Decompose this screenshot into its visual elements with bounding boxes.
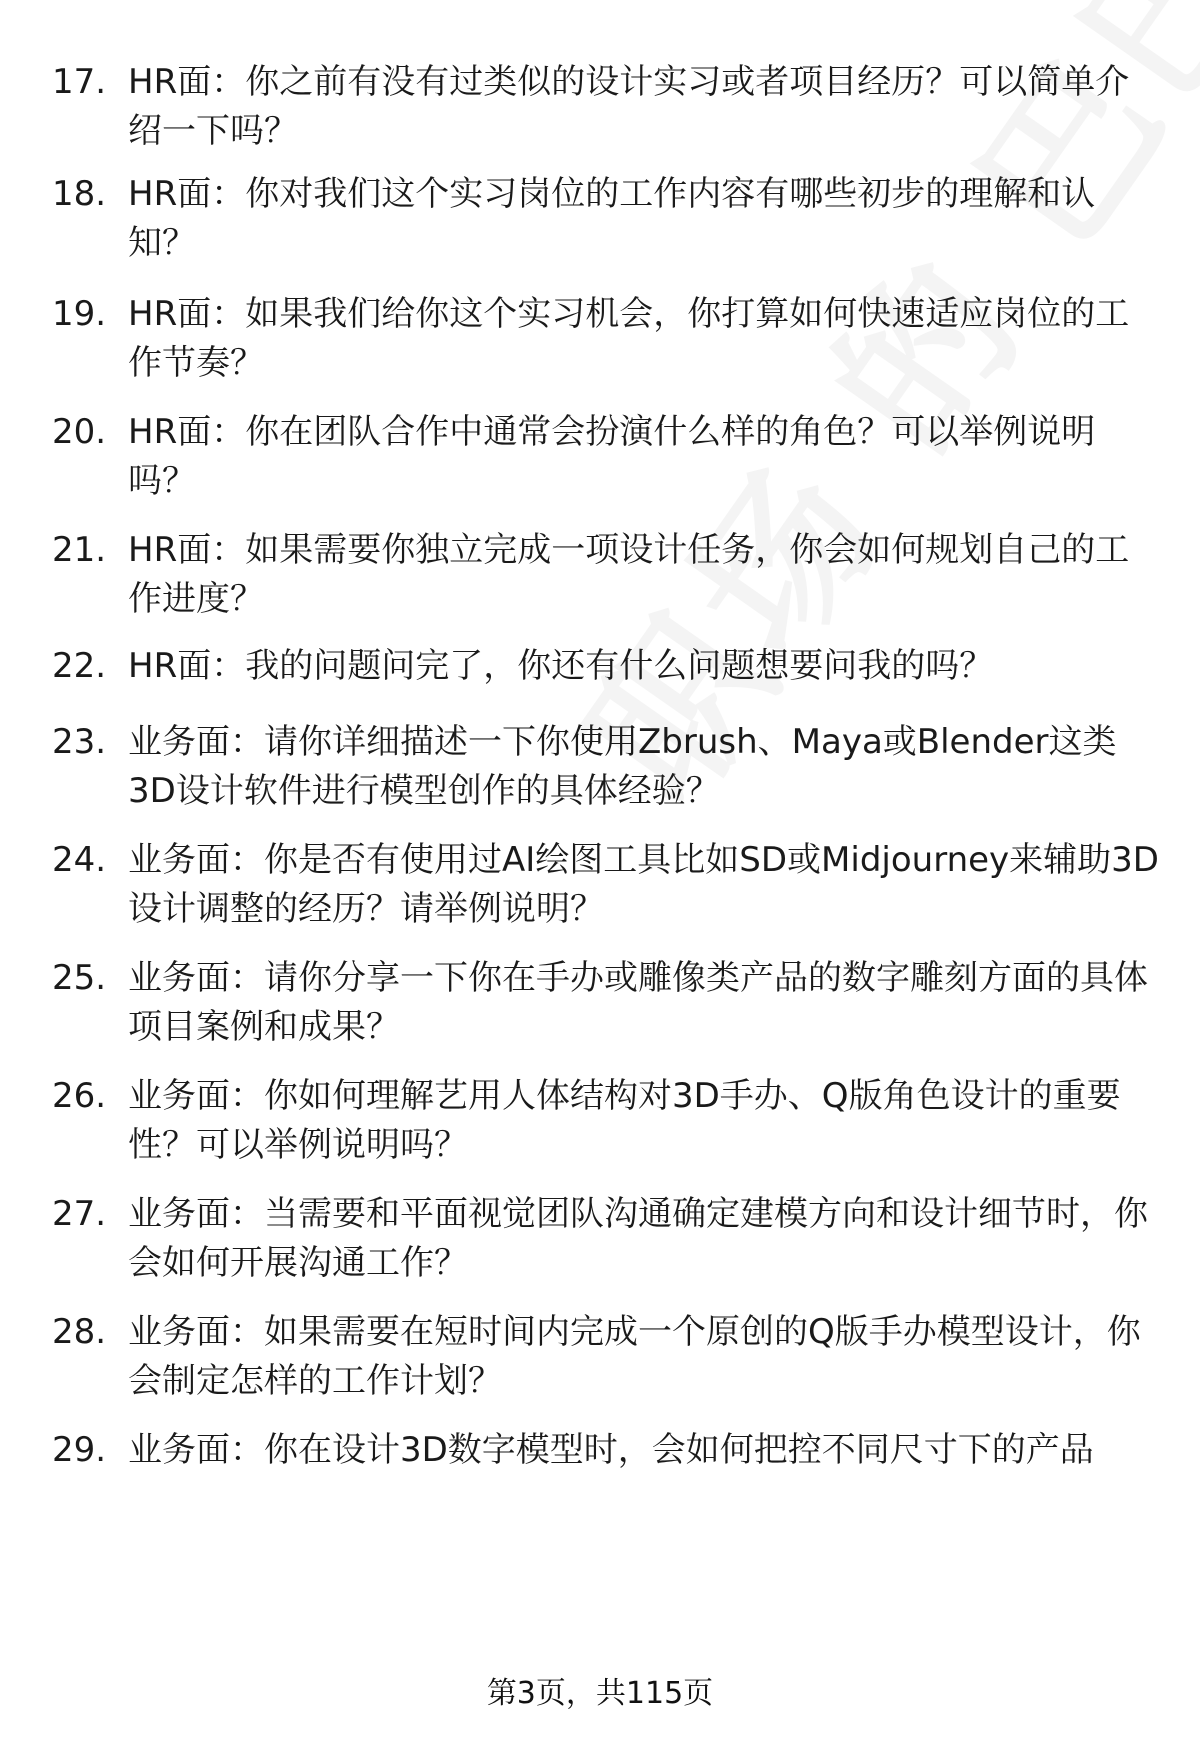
- question-item: [52, 1072, 1162, 1170]
- question-item: [52, 954, 1162, 1052]
- question-text: 业务面：当需要和平面视觉团队沟通确定建模方向和设计细节时，你会如何开展沟通工作？: [128, 1194, 1148, 1283]
- question-text: 业务面：你如何理解艺用人体结构对3D手办、Q版角色设计的重要性？可以举例说明吗？: [128, 1076, 1121, 1165]
- question-text: 业务面：请你详细描述一下你使用Zbrush、Maya或Blender这类3D设计软件进行模型创作的具体经验？: [128, 722, 1117, 811]
- question-number: 17.: [52, 62, 107, 102]
- question-item: [52, 290, 1162, 388]
- question-item: [52, 642, 1162, 691]
- question-item: [52, 1308, 1162, 1406]
- question-text: 业务面：请你分享一下你在手办或雕像类产品的数字雕刻方面的具体项目案例和成果？: [128, 958, 1148, 1047]
- question-item: [52, 170, 1162, 268]
- question-item: [52, 1190, 1162, 1288]
- question-text: HR面：我的问题问完了，你还有什么问题想要问我的吗？: [128, 646, 994, 686]
- question-item: [52, 526, 1162, 624]
- question-number: 26.: [52, 1076, 107, 1116]
- question-number: 29.: [52, 1430, 107, 1470]
- question-text: 业务面：如果需要在短时间内完成一个原创的Q版手办模型设计，你会制定怎样的工作计划？: [128, 1312, 1141, 1401]
- question-text: HR面：你对我们这个实习岗位的工作内容有哪些初步的理解和认知？: [128, 174, 1096, 263]
- question-item: [52, 718, 1162, 816]
- question-number: 20.: [52, 412, 107, 452]
- question-item: [52, 408, 1162, 506]
- question-text: HR面：你之前有没有过类似的设计实习或者项目经历？可以简单介绍一下吗？: [128, 62, 1130, 151]
- question-number: 18.: [52, 174, 107, 214]
- question-number: 25.: [52, 958, 107, 998]
- question-number: 22.: [52, 646, 107, 686]
- question-item: [52, 1426, 1162, 1475]
- question-text: HR面：如果需要你独立完成一项设计任务，你会如何规划自己的工作进度？: [128, 530, 1130, 619]
- question-item: [52, 58, 1162, 156]
- question-number: 21.: [52, 530, 107, 570]
- question-text: 业务面：你在设计3D数字模型时，会如何把控不同尺寸下的产品: [128, 1430, 1094, 1470]
- question-number: 27.: [52, 1194, 107, 1234]
- question-number: 28.: [52, 1312, 107, 1352]
- page-footer: 第3页，共115页: [486, 1676, 714, 1711]
- question-text: 业务面：你是否有使用过AI绘图工具比如SD或Midjourney来辅助3D设计调整的经历？请举例说明？: [128, 840, 1159, 929]
- question-text: HR面：你在团队合作中通常会扮演什么样的角色？可以举例说明吗？: [128, 412, 1096, 501]
- question-number: 23.: [52, 722, 107, 762]
- question-text: HR面：如果我们给你这个实习机会，你打算如何快速适应岗位的工作节奏？: [128, 294, 1130, 383]
- question-number: 24.: [52, 840, 107, 880]
- question-item: [52, 836, 1162, 934]
- question-number: 19.: [52, 294, 107, 334]
